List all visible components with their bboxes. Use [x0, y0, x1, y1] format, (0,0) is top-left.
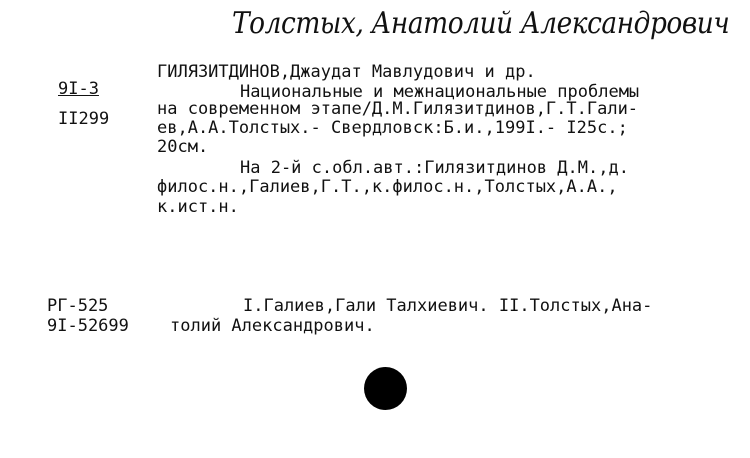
- description-line: на современном этапе/Д.М.Гилязитдинов,Г.Т.Гали-: [157, 99, 639, 119]
- classification-code: РГ-525: [47, 296, 109, 316]
- description-line: ГИЛЯЗИТДИНОВ,Джаудат Мавлудович и др.: [157, 62, 536, 82]
- tracing-line: I.Галиев,Гали Талхиевич. II.Толстых,Ана-: [243, 296, 653, 316]
- description-line: На 2-й с.обл.авт.:Гилязитдинов Д.М.,д.: [240, 158, 629, 178]
- punch-hole: [364, 367, 407, 410]
- inventory-number: II299: [58, 109, 110, 129]
- handwritten-heading: Толстых, Анатолий Александрович: [232, 6, 730, 41]
- description-line: ев,А.А.Толстых.- Свердловск:Б.и.,199I.- I25с.;: [157, 118, 628, 138]
- description-line: к.ист.н.: [157, 197, 239, 217]
- description-line: 20см.: [157, 137, 209, 157]
- tracing-line: толий Александрович.: [170, 316, 375, 336]
- description-line: филос.н.,Галиев,Г.Т.,к.филос.н.,Толстых,А.А.,: [157, 177, 618, 197]
- shelf-mark: 9I-3: [58, 79, 99, 99]
- registration-number: 9I-52699: [47, 316, 129, 336]
- description-line: Национальные и межнациональные проблемы: [240, 82, 640, 102]
